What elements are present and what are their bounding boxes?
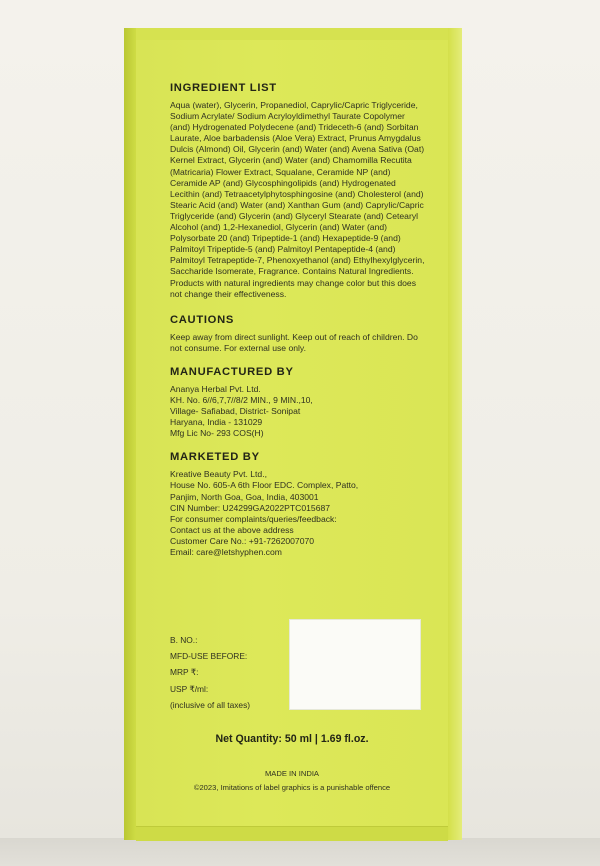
marketer-line: House No. 605-A 6th Floor EDC. Complex, Patto, [170, 480, 359, 491]
marketer-line: For consumer complaints/queries/feedback: [170, 513, 337, 524]
marketed-section [170, 451, 426, 558]
ingredient-section [170, 82, 426, 300]
marketer-line: Kreative Beauty Pvt. Ltd., [170, 469, 267, 480]
manufactured-heading: MANUFACTURED BY [170, 365, 294, 378]
ingredient-text: Aqua (water), Glycerin, Propanediol, Caprylic/Capric Triglyceride, Sodium Acrylate/ Sodium Acryloyldimethyl Taurate Copolymer (and) Hydrogenated Polydecene (and) Trideceth-6 (and) Sorbitan Laurate, Aloe barbadensis (Aloe Vera) Extract, Prunus Amygdalus Dulcis (Almond) Oil, Glycerin (and) Water (and) Avena Sativa (Oat) Kernel Extract, Glycerin (and) Water (and) Chamomilla Recutita (Matricaria) Flower Extract, Squalane, Ceramide NP (and) Ceramide AP (and) Glycosphingolipids (and) Hydrogenated Lecithin (and) Tetraacetylphytosphingosine (and) Cholesterol (and) Stearic Acid (and) Water (and) Xanthan Gum (and) Caprylic/Capric Triglyceride (and) Glycerin (and) Glyceryl Stearate (and) Cetearyl Alcohol (and) 1,2-Hexanediol, Glycerin (and) Water (and) Polysorbate 20 (and) Tripeptide-1 (and) Hexapeptide-9 (and) Palmitoyl Tripeptide-5 (and) Palmitoyl Pentapeptide-4 (and) Palmitoyl Tetrapeptide-7, Phenoxyethanol (and) Ethylhexylglycerin, Saccharide Isomerate, Fragrance. Contains Natural Ingredients. Products with natural ingredients may change color but this does not change their effectiveness. [170, 100, 425, 299]
batch-info [170, 632, 290, 713]
cautions-heading: CAUTIONS [170, 313, 235, 326]
manufacturer-line: Ananya Herbal Pvt. Ltd. [170, 383, 261, 394]
cautions-section [170, 314, 426, 354]
usp-label: USP ₹/ml: [170, 683, 209, 694]
marketer-line: Contact us at the above address [170, 524, 294, 535]
box-left-edge [124, 28, 136, 840]
net-quantity: Net Quantity: 50 ml | 1.69 fl.oz. [215, 733, 369, 745]
marketer-line: Email: care@letshyphen.com [170, 547, 282, 557]
manufacturer-line: Village- Safiabad, District- Sonipat [170, 406, 301, 417]
manufacturer-address [170, 384, 426, 439]
ingredient-heading: INGREDIENT LIST [170, 82, 277, 94]
tax-note: (inclusive of all taxes) [170, 699, 251, 710]
batch-number-label: B. NO.: [170, 635, 198, 645]
copyright-notice: ©2023, Imitations of label graphics is a punishable offence [193, 783, 391, 792]
made-in-india: MADE IN INDIA [264, 769, 319, 778]
manufacturer-line: Mfg Lic No- 293 COS(H) [170, 428, 264, 439]
marketer-address [170, 469, 426, 558]
floor-surface [0, 838, 600, 866]
manufactured-section [170, 366, 426, 439]
mfd-use-before-label: MFD-USE BEFORE: [170, 651, 248, 662]
box-bottom-flap [136, 826, 448, 841]
manufacturer-line: KH. No. 6//6,7,7//8/2 MIN., 9 MIN.,10, [170, 394, 313, 405]
cautions-text: Keep away from direct sunlight. Keep out of reach of children. Do not consume. For external use only. [170, 331, 418, 353]
product-box-back-panel [136, 40, 448, 826]
marketer-line: Panjim, North Goa, Goa, India, 403001 [170, 491, 319, 502]
marketer-line: CIN Number: U24299GA2022PTC015687 [170, 502, 331, 513]
marketed-heading: MARKETED BY [170, 451, 260, 464]
manufacturer-line: Haryana, India - 131029 [170, 417, 263, 428]
mrp-label: MRP ₹: [170, 667, 199, 678]
box-right-edge [448, 28, 462, 840]
batch-stamp-area [289, 619, 421, 710]
marketer-line: Customer Care No.: +91-7262007070 [170, 535, 315, 546]
